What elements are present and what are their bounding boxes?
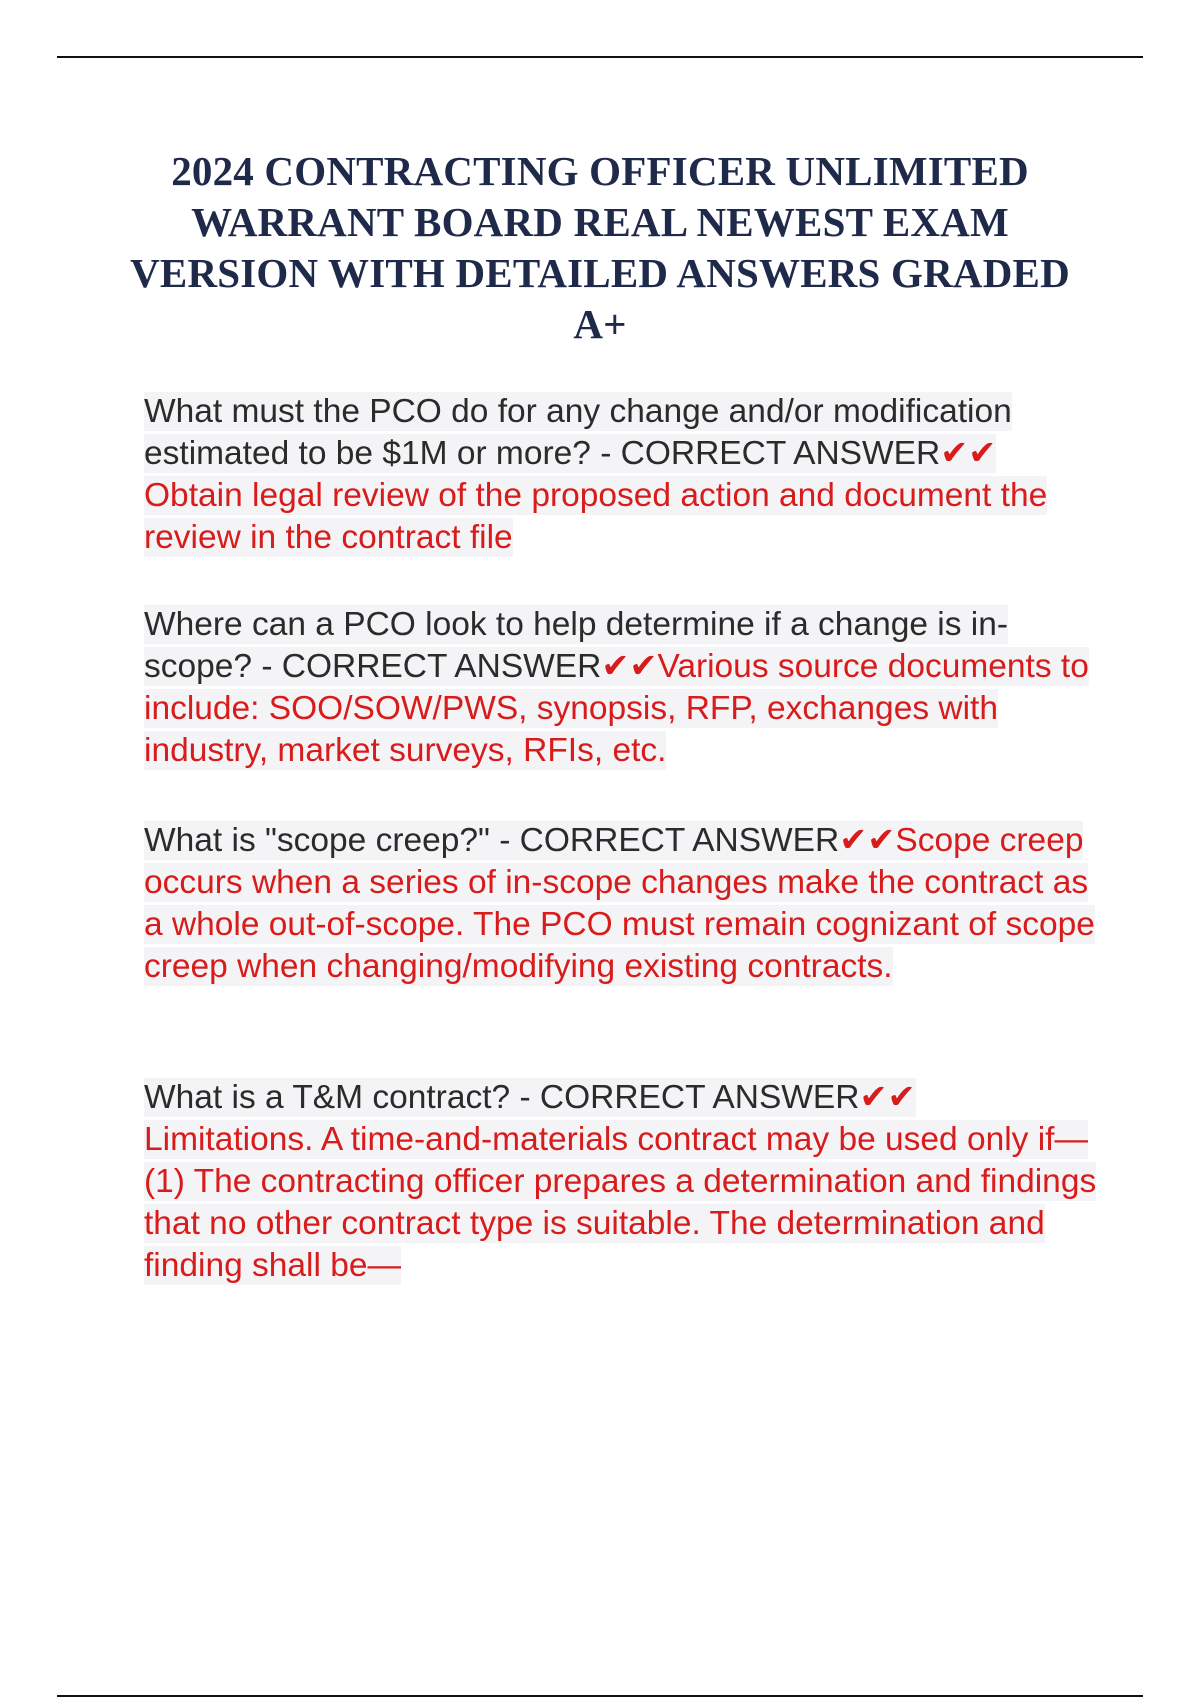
checkmark-icon: ✔✔ <box>940 435 997 472</box>
question-text: What is "scope creep?" - CORRECT ANSWER <box>144 822 840 859</box>
answer-text: Obtain legal review of the proposed action and document the review in the contract file <box>144 477 1048 556</box>
question-text: What must the PCO do for any change and/or modification estimated to be $1M or more? - CORRECT ANSWER <box>144 393 1012 472</box>
answer-text: Various source documents to include: SOO/SOW/PWS, synopsis, RFP, exchanges with industry, market surveys, RFIs, etc. <box>144 648 1089 769</box>
qa-item-4 <box>144 1077 1104 1287</box>
qa-item-2 <box>144 604 1104 772</box>
checkmark-icon: ✔✔ <box>839 822 896 859</box>
qa-item-3 <box>144 820 1104 988</box>
answer-text: Scope creep occurs when a series of in-scope changes make the contract as a whole out-of-scope. The PCO must remain cognizant of scope creep when changing/modifying existing contracts. <box>144 822 1095 985</box>
footer-rule <box>57 1695 1143 1697</box>
checkmark-icon: ✔✔ <box>601 648 658 685</box>
header-rule <box>57 56 1143 58</box>
question-text: Where can a PCO look to help determine if a change is in-scope? - CORRECT ANSWER <box>144 606 1008 685</box>
answer-text-line-1: Limitations. A time-and-materials contract may be used only if— <box>144 1121 1088 1158</box>
answer-text-line-2: (1) The contracting officer prepares a determination and findings that no other contract type is suitable. The determination and finding shall be— <box>144 1163 1097 1284</box>
checkmark-icon: ✔✔ <box>859 1079 916 1116</box>
qa-item-1 <box>144 391 1104 559</box>
question-text: What is a T&M contract? - CORRECT ANSWER <box>144 1079 860 1116</box>
document-title: 2024 CONTRACTING OFFICER UNLIMITED WARRANT BOARD REAL NEWEST EXAM VERSION WITH DETAILED ANSWERS GRADED A+ <box>130 148 1070 347</box>
